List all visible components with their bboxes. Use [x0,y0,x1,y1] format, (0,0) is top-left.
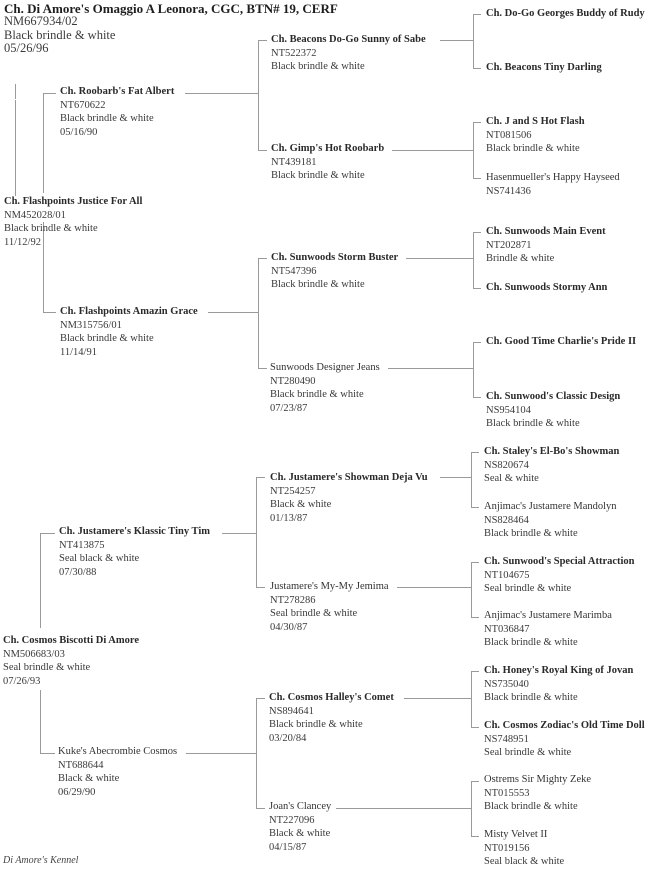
great-grandparent-registration: NT254257 [270,485,316,497]
g4-ancestor-entry [486,7,645,21]
grandparent-registration: NT413875 [59,539,105,551]
great-grandparent-entry [271,142,384,183]
great-grandparent-entry [270,361,380,416]
g4-ancestor-color: Black brindle & white [484,528,578,540]
g4-ancestor-name: Ch. Good Time Charlie's Pride II [486,336,637,347]
g4-ancestor-color: Black brindle & white [484,801,578,813]
grandparent-name: Ch. Roobarb's Fat Albert [60,86,175,97]
kennel-footer: Di Amore's Kennel [3,855,79,866]
grandparent-name: Ch. Flashpoints Amazin Grace [60,306,198,317]
g4-ancestor-name: Ch. Honey's Royal King of Jovan [484,665,634,676]
grandparent-entry [60,85,174,140]
great-grandparent-entry [271,33,426,74]
g4-ancestor-entry [484,555,635,596]
dam-color: Seal brindle & white [3,662,91,674]
g4-ancestor-entry [484,445,619,486]
great-grandparent-entry [270,471,428,526]
great-grandparent-name: Ch. Beacons Do-Go Sunny of Sabe [271,34,426,45]
sire [4,195,142,250]
grandparent-color: Black brindle & white [60,113,154,125]
g4-ancestor-name: Ch. J and S Hot Flash [486,116,585,127]
g4-ancestor-registration: NS748951 [484,733,529,745]
g4-ancestor-name: Hasenmueller's Happy Hayseed [486,172,620,183]
sire-name: Ch. Flashpoints Justice For All [4,196,143,207]
subject-birthdate: 05/26/96 [4,40,49,55]
g4-ancestor-entry [484,719,645,760]
g4-ancestor-name: Ostrems Sir Mighty Zeke [484,774,592,785]
grandparent-color: Black & white [58,773,120,785]
sire-birthdate: 11/12/92 [4,237,41,249]
grandparent-entry [60,305,198,360]
g4-ancestor-entry [484,773,591,814]
g4-ancestor-color: Black brindle & white [486,143,580,155]
g4-ancestor-entry [484,828,564,869]
g4-ancestor-name: Anjimac's Justamere Mandolyn [484,501,617,512]
great-grandparent-name: Ch. Sunwoods Storm Buster [271,252,399,263]
grandparent-color: Black brindle & white [60,333,154,345]
great-grandparent-color: Black brindle & white [271,279,365,291]
g4-ancestor-name: Ch. Sunwood's Special Attraction [484,556,635,567]
g4-ancestor-registration: NT104675 [484,569,530,581]
g4-ancestor-registration: NT202871 [486,239,532,251]
dam-birthdate: 07/26/93 [3,676,41,688]
g4-ancestor-name: Misty Velvet II [484,829,548,840]
sire-color: Black brindle & white [4,223,98,235]
great-grandparent-entry [271,251,398,292]
g4-ancestor-color: Seal brindle & white [484,583,572,595]
g4-ancestor-name: Ch. Cosmos Zodiac's Old Time Doll [484,720,645,731]
great-grandparent-color: Black brindle & white [271,61,365,73]
g4-ancestor-registration: NT019156 [484,842,530,854]
g4-ancestor-entry [484,664,633,705]
great-grandparent-registration: NT522372 [271,47,317,59]
grandparent-birthdate: 06/29/90 [58,787,96,799]
g4-ancestor-registration: NT081506 [486,129,532,141]
great-grandparent-color: Black & white [269,828,331,840]
great-grandparent-registration: NT439181 [271,156,317,168]
great-grandparent-color: Black brindle & white [269,719,363,731]
grandparent-entry [58,745,177,800]
great-grandparent-registration: NT227096 [269,814,315,826]
great-grandparent-color: Black brindle & white [270,389,364,401]
great-grandparent-registration: NT547396 [271,265,317,277]
subject-registration: NM667934/02 [4,14,78,29]
g4-ancestor-color: Brindle & white [486,253,555,265]
great-grandparent-name: Ch. Cosmos Halley's Comet [269,692,394,703]
g4-ancestor-registration: NS820674 [484,459,529,471]
grandparent-registration: NT670622 [60,99,106,111]
grandparent-registration: NT688644 [58,759,104,771]
grandparent-name: Kuke's Abecrombie Cosmos [58,746,178,757]
grandparent-birthdate: 11/14/91 [60,347,97,359]
great-grandparent-birthdate: 04/15/87 [269,842,307,854]
g4-ancestor-entry [486,225,606,266]
g4-ancestor-registration: NS741436 [486,185,531,197]
g4-ancestor-entry [484,609,612,650]
sire-registration: NM452028/01 [4,209,66,221]
great-grandparent-entry [269,800,331,855]
g4-ancestor-color: Seal black & white [484,856,565,868]
great-grandparent-registration: NS894641 [269,705,314,717]
g4-ancestor-entry [486,335,636,349]
great-grandparent-registration: NT278286 [270,594,316,606]
g4-ancestor-color: Black brindle & white [484,637,578,649]
g4-ancestor-name: Ch. Do-Go Georges Buddy of Rudy [486,8,645,19]
g4-ancestor-name: Ch. Beacons Tiny Darling [486,62,602,73]
g4-ancestor-name: Ch. Sunwood's Classic Design [486,391,621,402]
g4-ancestor-entry [484,500,617,541]
subject-name: Ch. Di Amore's Omaggio A Leonora, CGC, BTN# 19, CERF [4,1,338,16]
great-grandparent-color: Seal brindle & white [270,608,358,620]
great-grandparent-name: Justamere's My-My Jemima [270,581,389,592]
g4-ancestor-registration: NT015553 [484,787,530,799]
g4-ancestor-name: Ch. Sunwoods Stormy Ann [486,282,608,293]
great-grandparent-birthdate: 07/23/87 [270,403,308,415]
great-grandparent-birthdate: 03/20/84 [269,733,307,745]
grandparent-birthdate: 05/16/90 [60,127,98,139]
great-grandparent-name: Ch. Justamere's Showman Deja Vu [270,472,428,483]
great-grandparent-entry [269,691,394,746]
g4-ancestor-registration: NS954104 [486,404,531,416]
great-grandparent-birthdate: 01/13/87 [270,513,308,525]
g4-ancestor-color: Black brindle & white [484,692,578,704]
grandparent-color: Seal black & white [59,553,140,565]
great-grandparent-name: Ch. Gimp's Hot Roobarb [271,143,385,154]
g4-ancestor-color: Seal & white [484,473,539,485]
g4-ancestor-registration: NS735040 [484,678,529,690]
g4-ancestor-color: Seal brindle & white [484,747,572,759]
great-grandparent-name: Joan's Clancey [269,801,332,812]
great-grandparent-color: Black & white [270,499,332,511]
subject-color: Black brindle & white [4,27,116,42]
grandparent-registration: NM315756/01 [60,319,122,331]
g4-ancestor-color: Black brindle & white [486,418,580,430]
dam [3,634,139,689]
dam-name: Ch. Cosmos Biscotti Di Amore [3,635,140,646]
grandparent-birthdate: 07/30/88 [59,567,97,579]
great-grandparent-entry [270,580,389,635]
g4-ancestor-registration: NT036847 [484,623,530,635]
great-grandparent-name: Sunwoods Designer Jeans [270,362,380,373]
great-grandparent-color: Black brindle & white [271,170,365,182]
g4-ancestor-name: Anjimac's Justamere Marimba [484,610,612,621]
dam-registration: NM506683/03 [3,648,65,660]
g4-ancestor-entry [486,115,585,156]
great-grandparent-registration: NT280490 [270,375,316,387]
g4-ancestor-name: Ch. Sunwoods Main Event [486,226,606,237]
grandparent-name: Ch. Justamere's Klassic Tiny Tim [59,526,211,537]
g4-ancestor-entry [486,171,620,198]
g4-ancestor-entry [486,61,602,75]
g4-ancestor-name: Ch. Staley's El-Bo's Showman [484,446,620,457]
g4-ancestor-registration: NS828464 [484,514,529,526]
great-grandparent-birthdate: 04/30/87 [270,622,308,634]
grandparent-entry [59,525,210,580]
g4-ancestor-entry [486,390,620,431]
g4-ancestor-entry [486,281,607,295]
